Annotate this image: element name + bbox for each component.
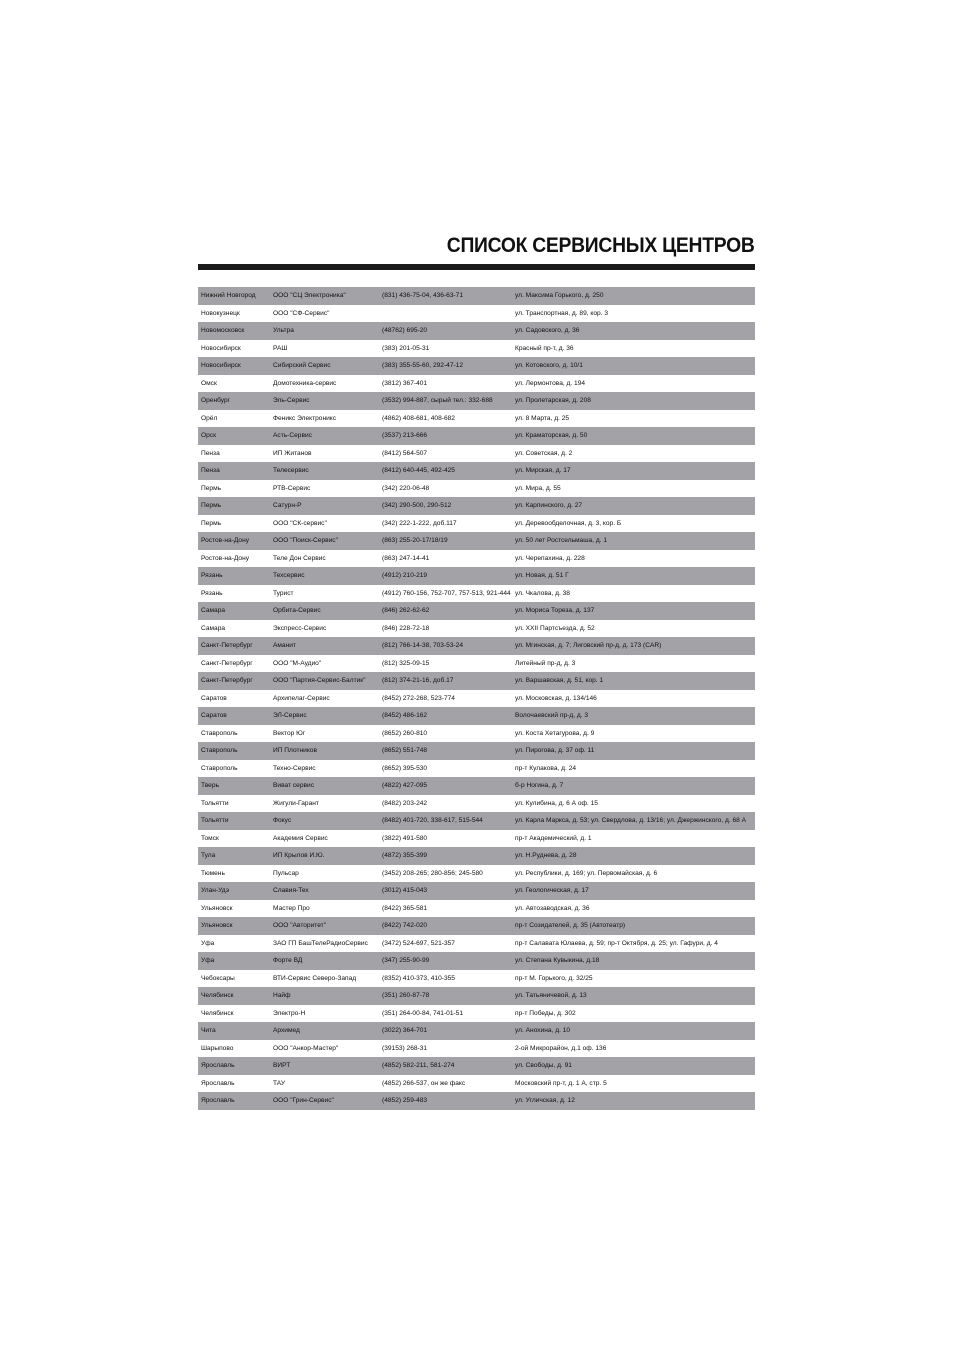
city-cell: Новомосковск xyxy=(201,327,245,334)
address-cell: ул. XXII Партсъезда, д. 52 xyxy=(515,624,595,632)
address-cell: 2-ой Микрорайон, д.1 оф. 136 xyxy=(515,1044,607,1052)
phone-cell: (8452) 486-162 xyxy=(382,712,428,719)
phone-cell: (8412) 564-507 xyxy=(382,449,428,457)
org-cell: Экспресс-Сервис xyxy=(273,624,327,632)
org-cell: Вектор Юг xyxy=(273,729,306,737)
city-cell: Нижний Новгород xyxy=(201,292,256,299)
org-cell: ООО "М-Аудио" xyxy=(273,659,322,667)
city-cell: Саратов xyxy=(201,694,227,702)
phone-cell: (383) 201-05-31 xyxy=(382,344,430,352)
org-cell: ООО "Грин-Сервис" xyxy=(273,1097,334,1104)
table-row xyxy=(198,357,755,375)
org-cell: ООО "СФ-Сервис" xyxy=(273,309,330,317)
table-row xyxy=(198,987,755,1005)
table-row xyxy=(198,935,755,953)
org-cell: Форте ВД xyxy=(273,957,303,964)
phone-cell: (812) 374-21-16, доб.17 xyxy=(382,677,454,684)
phone-cell: (8652) 260-810 xyxy=(382,729,428,737)
city-cell: Тюмень xyxy=(201,869,225,877)
phone-cell: (8352) 410-373, 410-355 xyxy=(382,974,455,982)
city-cell: Санкт-Петербург xyxy=(201,642,253,649)
table-row xyxy=(198,847,755,865)
table-row xyxy=(198,865,755,883)
address-cell: ул. Угличская, д. 12 xyxy=(515,1097,575,1104)
city-cell: Ростов-на-Дону xyxy=(201,537,250,544)
phone-cell: (8422) 742-020 xyxy=(382,922,428,929)
phone-cell: (812) 325-09-15 xyxy=(382,659,430,667)
phone-cell: (8452) 272-268, 523-774 xyxy=(382,694,455,702)
service-centers-table xyxy=(198,287,755,1110)
city-cell: Ставрополь xyxy=(201,729,238,737)
address-cell: ул. Свободы, д. 91 xyxy=(515,1062,572,1069)
phone-cell: (3537) 213-666 xyxy=(382,432,428,439)
address-cell: ул. Черепахина, д. 228 xyxy=(515,554,585,562)
address-cell: ул. Котовского, д. 10/1 xyxy=(515,362,583,369)
city-cell: Оренбург xyxy=(201,397,231,404)
table-row xyxy=(198,427,755,445)
address-cell: ул. Новая, д. 51 Г xyxy=(515,572,569,579)
org-cell: Фокус xyxy=(273,817,292,824)
table-row xyxy=(198,585,755,603)
table-row xyxy=(198,900,755,918)
org-cell: Виват сервис xyxy=(273,782,314,789)
org-cell: Архимед xyxy=(273,1027,300,1034)
city-cell: Томск xyxy=(201,834,219,842)
city-cell: Самара xyxy=(201,607,226,614)
page-title: СПИСОК СЕРВИСНЫХ ЦЕНТРОВ xyxy=(447,234,755,257)
city-cell: Ульяновск xyxy=(201,922,233,929)
address-cell: пр-т Созидателей, д. 35 (Автотеатр) xyxy=(515,922,626,929)
address-cell: ул. Карпинского, д. 27 xyxy=(515,502,583,509)
org-cell: Пульсар xyxy=(273,869,299,877)
address-cell: ул. Анохина, д. 10 xyxy=(515,1027,571,1034)
city-cell: Санкт-Петербург xyxy=(201,677,253,684)
address-cell: ул. Н.Руднева, д. 28 xyxy=(515,852,577,859)
city-cell: Ярославль xyxy=(201,1062,235,1069)
org-cell: Эль-Сервис xyxy=(273,397,310,404)
phone-cell: (846) 262-62-62 xyxy=(382,607,430,614)
city-cell: Ставрополь xyxy=(201,764,238,772)
table-row xyxy=(198,532,755,550)
address-cell: Волочаевский пр-д, д. 3 xyxy=(515,712,589,719)
table-row xyxy=(198,917,755,935)
table-row xyxy=(198,707,755,725)
city-cell: Уфа xyxy=(201,939,215,947)
org-cell: ВИРТ xyxy=(273,1062,291,1069)
table-row xyxy=(198,322,755,340)
address-cell: ул. 8 Марта, д. 25 xyxy=(515,414,570,422)
address-cell: б-р Ногина, д. 7 xyxy=(515,782,564,789)
city-cell: Саратов xyxy=(201,712,227,719)
table-row xyxy=(198,637,755,655)
address-cell: ул. Деревообделочная, д. 3, кор. Б xyxy=(515,519,622,527)
org-cell: Асть-Сервис xyxy=(273,432,312,439)
table-row xyxy=(198,602,755,620)
phone-cell: (8652) 395-530 xyxy=(382,764,428,772)
table-row xyxy=(198,812,755,830)
city-cell: Пермь xyxy=(201,484,222,492)
address-cell: ул. Советская, д. 2 xyxy=(515,449,573,457)
org-cell: Электро-Н xyxy=(273,1009,306,1017)
phone-cell: (863) 255-20-17/18/19 xyxy=(382,537,448,544)
phone-cell: (351) 260-87-78 xyxy=(382,992,430,999)
city-cell: Ростов-на-Дону xyxy=(201,554,250,562)
table-row xyxy=(198,672,755,690)
address-cell: ул. Садовского, д. 36 xyxy=(515,327,580,334)
table-row xyxy=(198,392,755,410)
city-cell: Пермь xyxy=(201,502,222,509)
org-cell: Телесервис xyxy=(273,467,309,474)
address-cell: ул. Коста Хетагурова, д. 9 xyxy=(515,729,595,737)
org-cell: ИП Плотников xyxy=(273,747,317,754)
org-cell: Найф xyxy=(273,992,291,999)
address-cell: пр-т Салавата Юлаева, д. 59; пр-т Октября, д. 25; ул. Гафури, д. 4 xyxy=(515,939,718,947)
address-cell: ул. Республики, д. 169; ул. Первомайская, д. 6 xyxy=(515,869,658,877)
phone-cell: (342) 220-06-48 xyxy=(382,484,430,492)
city-cell: Ставрополь xyxy=(201,747,238,754)
phone-cell: (3472) 524-697, 521-357 xyxy=(382,939,455,947)
phone-cell: (48762) 695-20 xyxy=(382,327,428,334)
table-row xyxy=(198,287,755,305)
phone-cell: (3022) 364-701 xyxy=(382,1027,428,1034)
table-row xyxy=(198,497,755,515)
address-cell: ул. Транспортная, д. 89, кор. 3 xyxy=(515,309,609,317)
org-cell: Мастер Про xyxy=(273,904,310,912)
org-cell: ООО "Авторитет" xyxy=(273,922,327,929)
city-cell: Новосибирск xyxy=(201,362,241,369)
city-cell: Тольятти xyxy=(201,817,229,824)
table-row xyxy=(198,340,755,358)
city-cell: Пермь xyxy=(201,519,222,527)
city-cell: Новокузнецк xyxy=(201,309,240,317)
address-cell: ул. Лермонтова, д. 194 xyxy=(515,379,586,387)
address-cell: пр-т М. Горького, д. 32/25 xyxy=(515,974,593,982)
org-cell: Турист xyxy=(273,589,294,597)
table-row xyxy=(198,550,755,568)
table-row xyxy=(198,952,755,970)
address-cell: ул. Геологическая, д. 17 xyxy=(515,887,589,894)
org-cell: Домотехника-сервис xyxy=(273,379,337,387)
table-row xyxy=(198,1005,755,1023)
phone-cell: (4862) 408-681, 408-682 xyxy=(382,414,455,422)
org-cell: Жигули-Гарант xyxy=(273,799,319,807)
org-cell: Техно-Сервис xyxy=(273,764,316,772)
table-row xyxy=(198,970,755,988)
city-cell: Челябинск xyxy=(201,1009,234,1017)
phone-cell: (8482) 401-720, 338-617, 515-544 xyxy=(382,817,483,824)
org-cell: Архипелаг-Сервис xyxy=(273,694,330,702)
table-row xyxy=(198,1040,755,1058)
city-cell: Шарыпово xyxy=(201,1044,234,1052)
city-cell: Чита xyxy=(201,1027,216,1034)
address-cell: пр-т Победы, д. 302 xyxy=(515,1009,576,1017)
org-cell: Академия Сервис xyxy=(273,834,328,842)
phone-cell: (4912) 760-156, 752-707, 757-513, 921-444 xyxy=(382,589,511,597)
city-cell: Тольятти xyxy=(201,799,229,807)
org-cell: Ультра xyxy=(273,327,294,334)
address-cell: ул. Мориса Тореза, д. 137 xyxy=(515,607,595,614)
city-cell: Ярославль xyxy=(201,1097,235,1104)
phone-cell: (3822) 491-580 xyxy=(382,834,428,842)
city-cell: Омск xyxy=(201,379,217,387)
phone-cell: (8482) 203-242 xyxy=(382,799,428,807)
address-cell: ул. Татьяничевой, д. 13 xyxy=(515,992,587,999)
table-row xyxy=(198,655,755,673)
org-cell: ИП Житанов xyxy=(273,449,312,457)
table-row xyxy=(198,690,755,708)
phone-cell: (383) 355-55-60, 292-47-12 xyxy=(382,362,464,369)
city-cell: Рязань xyxy=(201,589,223,597)
phone-cell: (812) 766-14-38, 703-53-24 xyxy=(382,642,464,649)
table-row xyxy=(198,742,755,760)
phone-cell: (4822) 427-095 xyxy=(382,782,428,789)
table-row xyxy=(198,830,755,848)
city-cell: Тула xyxy=(201,852,216,859)
org-cell: Теле Дон Сервис xyxy=(273,554,326,562)
org-cell: ООО "Поиск-Сервис" xyxy=(273,537,338,544)
phone-cell: (342) 290-500, 290-512 xyxy=(382,502,452,509)
city-cell: Рязань xyxy=(201,572,223,579)
city-cell: Улан-Удэ xyxy=(201,887,230,894)
phone-cell: (39153) 268-31 xyxy=(382,1044,428,1052)
address-cell: Московский пр-т, д. 1 А, стр. 5 xyxy=(515,1079,607,1087)
city-cell: Пенза xyxy=(201,467,220,474)
address-cell: Красный пр-т, д. 36 xyxy=(515,344,574,352)
org-cell: ООО "Партия-Сервис-Балтик" xyxy=(273,677,366,684)
phone-cell: (347) 255-90-99 xyxy=(382,957,430,964)
table-row xyxy=(198,725,755,743)
address-cell: ул. Степана Кувыкина, д.18 xyxy=(515,957,600,964)
phone-cell: (8422) 365-581 xyxy=(382,904,428,912)
phone-cell: (863) 247-14-41 xyxy=(382,554,430,562)
phone-cell: (4872) 355-399 xyxy=(382,852,428,859)
address-cell: Литейный пр-д, д. 3 xyxy=(515,659,576,667)
table-row xyxy=(198,305,755,323)
org-cell: Техсервис xyxy=(273,572,305,579)
table-row xyxy=(198,777,755,795)
phone-cell: (3452) 208-265; 280-856; 245-580 xyxy=(382,869,483,877)
address-cell: пр-т Академический, д. 1 xyxy=(515,834,592,842)
city-cell: Самара xyxy=(201,624,226,632)
address-cell: ул. Московская, д. 134/146 xyxy=(515,694,597,702)
city-cell: Орёл xyxy=(201,414,218,422)
address-cell: пр-т Кулакова, д. 24 xyxy=(515,764,577,772)
table-row xyxy=(198,1092,755,1110)
address-cell: ул. Чкалова, д. 38 xyxy=(515,589,570,597)
org-cell: РАШ xyxy=(273,344,288,352)
table-row xyxy=(198,375,755,393)
org-cell: РТВ-Сервис xyxy=(273,484,311,492)
address-cell: ул. Варшавская, д. 51, кор. 1 xyxy=(515,677,604,684)
table-row xyxy=(198,620,755,638)
address-cell: ул. Мирская, д. 17 xyxy=(515,467,571,474)
phone-cell: (3012) 415-043 xyxy=(382,887,428,894)
city-cell: Ульяновск xyxy=(201,904,233,912)
address-cell: ул. Автозаводская, д. 36 xyxy=(515,904,590,912)
phone-cell: (4852) 259-483 xyxy=(382,1097,428,1104)
address-cell: ул. 50 лет Ростсельмаша, д. 1 xyxy=(515,537,608,544)
table-row xyxy=(198,445,755,463)
org-cell: Сибирский Сервис xyxy=(273,362,331,369)
city-cell: Орск xyxy=(201,432,216,439)
address-cell: ул. Пирогова, д. 37 оф. 11 xyxy=(515,747,595,754)
table-row xyxy=(198,795,755,813)
org-cell: ООО "Анкор-Мастер" xyxy=(273,1044,339,1052)
phone-cell: (8412) 640-445, 492-425 xyxy=(382,467,455,474)
phone-cell: (846) 228-72-18 xyxy=(382,624,430,632)
address-cell: ул. Карла Маркса, д. 53; ул. Свердлова, д. 13/16; ул. Джержинского, д. 68 А xyxy=(515,817,747,824)
address-cell: ул. Мгинская, д. 7; Лиговский пр-д, д. 173 (CAR) xyxy=(515,642,662,649)
city-cell: Новосибирск xyxy=(201,344,241,352)
address-cell: ул. Краматорская, д. 50 xyxy=(515,432,588,439)
phone-cell: (3812) 367-401 xyxy=(382,379,428,387)
title-rule xyxy=(198,264,755,270)
table-row xyxy=(198,1075,755,1093)
phone-cell: (342) 222-1-222, доб.117 xyxy=(382,519,457,527)
address-cell: ул. Кулибина, д. 6 А оф. 15 xyxy=(515,799,598,807)
address-cell: ул. Максима Горького, д. 250 xyxy=(515,292,604,299)
table-row xyxy=(198,1057,755,1075)
city-cell: Тверь xyxy=(201,782,219,789)
city-cell: Ярославль xyxy=(201,1079,235,1087)
org-cell: ТАУ xyxy=(273,1079,286,1087)
phone-cell: (831) 436-75-04, 436-63-71 xyxy=(382,292,464,299)
city-cell: Пенза xyxy=(201,449,220,457)
table-row xyxy=(198,515,755,533)
city-cell: Уфа xyxy=(201,957,215,964)
org-cell: ЭЛ-Сервис xyxy=(273,712,307,719)
address-cell: ул. Пролетарская, д. 208 xyxy=(515,397,591,404)
city-cell: Санкт-Петербург xyxy=(201,659,253,667)
city-cell: Челябинск xyxy=(201,992,234,999)
org-cell: Сатурн-Р xyxy=(273,502,302,509)
org-cell: Аманит xyxy=(273,642,296,649)
phone-cell: (4852) 266-537, он же факс xyxy=(382,1079,466,1087)
phone-cell: (4912) 210-219 xyxy=(382,572,428,579)
phone-cell: (4852) 582-211, 581-274 xyxy=(382,1062,455,1069)
table-row xyxy=(198,567,755,585)
org-cell: ООО "СЦ Электроника" xyxy=(273,292,346,299)
table-row xyxy=(198,480,755,498)
table-row xyxy=(198,410,755,428)
org-cell: ООО "СК-сервис" xyxy=(273,519,327,527)
phone-cell: (3532) 994-887, сырый тел.: 332-688 xyxy=(382,397,493,404)
table-row xyxy=(198,882,755,900)
city-cell: Чебоксары xyxy=(201,974,235,982)
table-row xyxy=(198,462,755,480)
org-cell: Славия-Тех xyxy=(273,887,309,894)
phone-cell: (8652) 551-748 xyxy=(382,747,428,754)
table-row xyxy=(198,1022,755,1040)
org-cell: Феникс Электроникс xyxy=(273,414,337,422)
address-cell: ул. Мира, д. 55 xyxy=(515,484,561,492)
org-cell: ИП Крылов И.Ю. xyxy=(273,852,325,859)
table-row xyxy=(198,760,755,778)
org-cell: ЗАО ГП БашТелеРадиоСервис xyxy=(273,939,368,947)
phone-cell: (351) 264-00-84, 741-01-51 xyxy=(382,1009,464,1017)
org-cell: Орбита-Сервис xyxy=(273,607,321,614)
org-cell: ВТИ-Сервис Северо-Запад xyxy=(273,974,357,982)
